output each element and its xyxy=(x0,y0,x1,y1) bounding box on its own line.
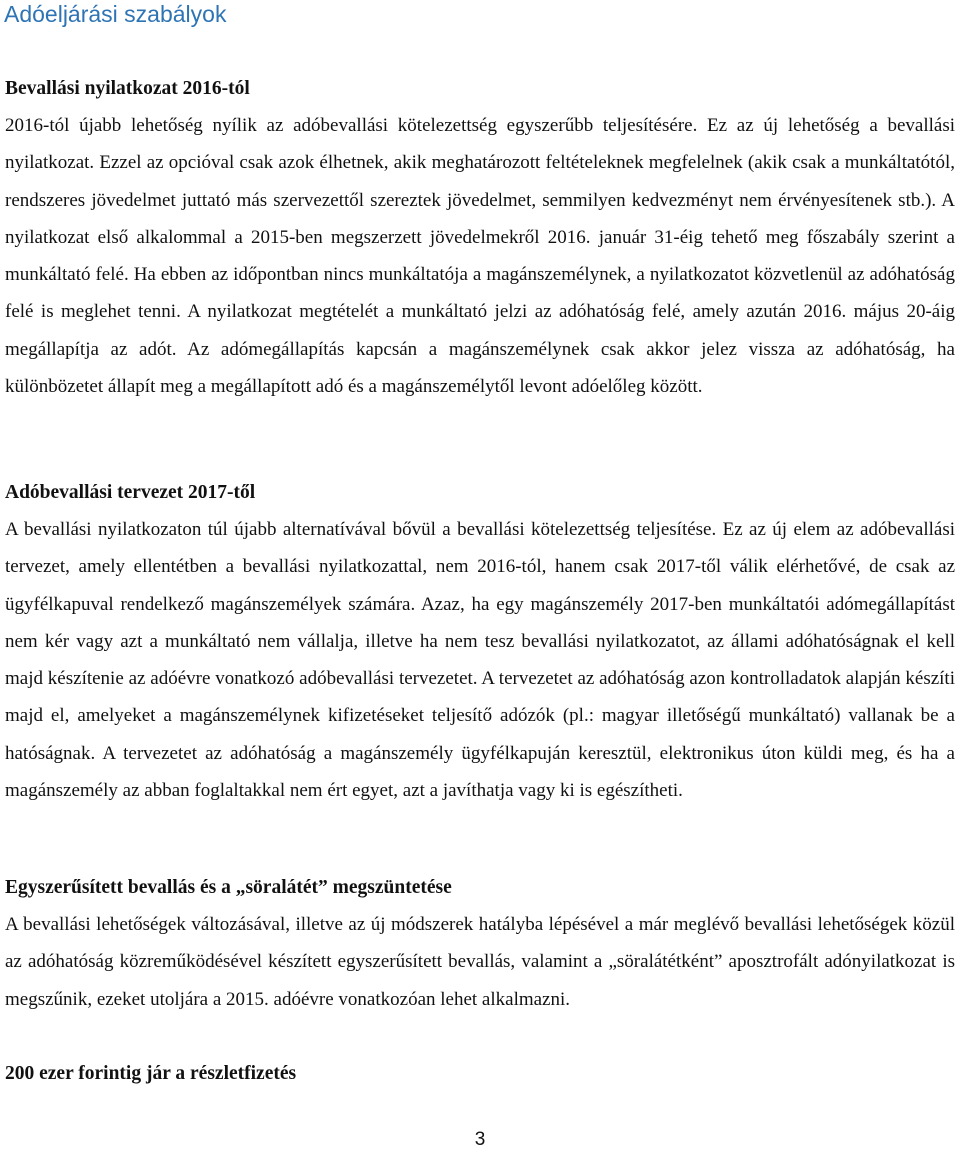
section-paragraph: A bevallási lehetőségek változásával, illetve az új módszerek hatályba lépésével a már meglévő bevallási lehetőségek közül az adóhatóság közreműködésével készített egyszerűsített bevallás, valamint a „söralátétként” aposztrofált adónyilatkozat is megszűnik, ezeket utoljára a 2015. adóévre vonatkozóan lehet alkalmazni. xyxy=(5,914,955,1010)
section-title: 200 ezer forintig jár a részletfizetés xyxy=(5,1063,297,1084)
section-egyszerusitett-bevallas xyxy=(5,870,955,1018)
section-reszletfizetes xyxy=(5,1056,955,1092)
section-title: Egyszerűsített bevallás és a „söralátét” megszüntetése xyxy=(5,877,452,898)
section-bevallasi-nyilatkozat xyxy=(5,71,955,405)
section-title: Bevallási nyilatkozat 2016-tól xyxy=(5,78,250,99)
page-heading: Adóeljárási szabályok xyxy=(4,1,227,27)
section-title: Adóbevallási tervezet 2017-től xyxy=(5,482,256,503)
section-paragraph: A bevallási nyilatkozaton túl újabb alternatívával bővül a bevallási kötelezettség teljesítése. Ez az új elem az adóbevallási tervezet, amely ellentétben a bevallási nyilatkozattal, nem 2016-tól, hanem csak 2017-től válik elérhetővé, de csak az ügyfélkapuval rendelkező magánszemélyek számára. Azaz, ha egy magánszemély 2017-ben munkáltatói adómegállapítást nem kér vagy azt a munkáltató nem vállalja, illetve ha nem tesz bevallási nyilatkozatot, az állami adóhatóságnak el kell majd készítenie az adóévre vonatkozó adóbevallási tervezetet. A tervezetet az adóhatóság azon kontrolladatok alapján készíti majd el, amelyeket a magánszemélynek kifizetéseket teljesítő adózók (pl.: magyar illetőségű munkáltató) vallanak be a hatóságnak. A tervezetet az adóhatóság a magánszemély ügyfélkapuján keresztül, elektronikus úton küldi meg, és ha a magánszemély az abban foglaltakkal nem ért egyet, azt a javíthatja vagy ki is egészítheti. xyxy=(5,519,955,802)
section-paragraph: 2016-tól újabb lehetőség nyílik az adóbevallási kötelezettség egyszerűbb teljesítésére. Ez az új lehetőség a bevallási nyilatkozat. Ezzel az opcióval csak azok élhetnek, akik meghatározott feltételeknek megfelelnek (akik csak a munkáltatótól, rendszeres jövedelmet juttató más szervezettől szereztek jövedelmet, semmilyen kedvezményt nem érvényesítenek stb.). A nyilatkozat első alkalommal a 2015-ben megszerzett jövedelmekről 2016. január 31-éig tehető meg főszabály szerint a munkáltató felé. Ha ebben az időpontban nincs munkáltatója a magánszemélynek, a nyilatkozatot közvetlenül az adóhatóság felé is meglehet tenni. A nyilatkozat megtételét a munkáltató jelzi az adóhatóság felé, amely azután 2016. május 20-áig megállapítja az adót. Az adómegállapítás kapcsán a magánszemélynek csak akkor jelez vissza az adóhatóság, ha különbözetet állapít meg a megállapított adó és a magánszemélytől levont adóelőleg között. xyxy=(5,115,955,398)
section-adobevallasi-tervezet xyxy=(5,475,955,809)
page-number: 3 xyxy=(474,1129,486,1150)
